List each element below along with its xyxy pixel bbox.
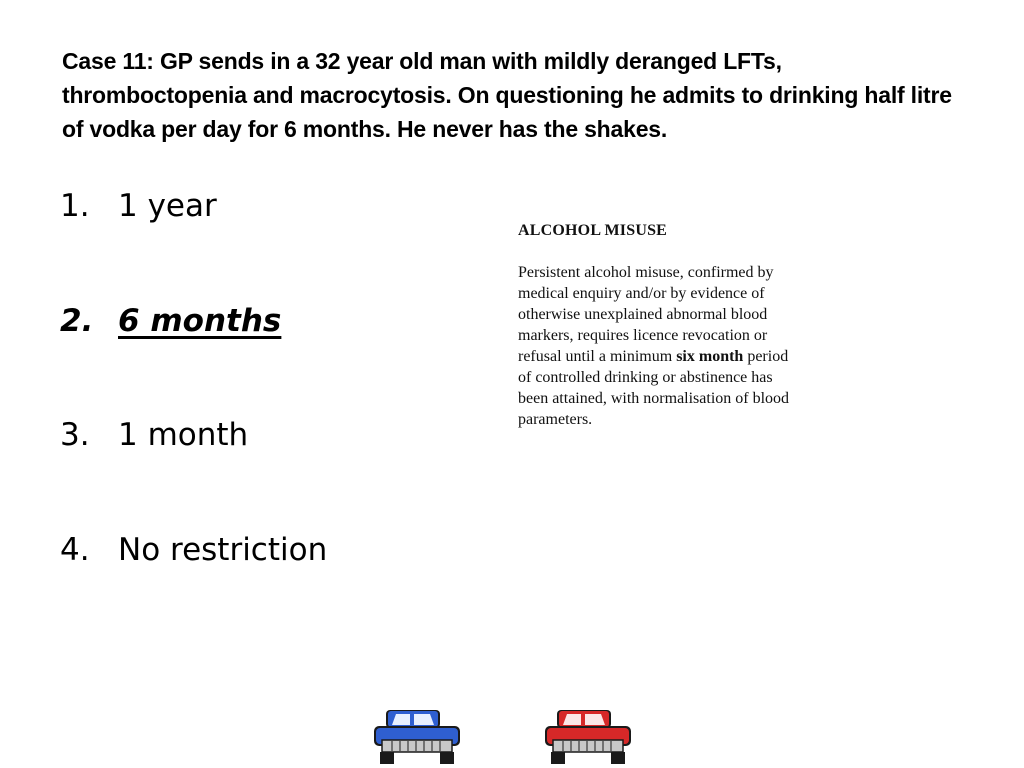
excerpt-text-after: period of controlled drinking or abstinence has been attained, with normalisation of blood parameters.	[518, 348, 790, 428]
option-number: 2.	[60, 302, 94, 339]
slide-title: Case 11: GP sends in a 32 year old man with mildly deranged LFTs, thromboctopenia and macrocytosis. On questioning he admits to drinking half litre of vodka per day for 6 months. He never has the shakes.	[62, 48, 952, 142]
option-3[interactable]	[60, 417, 327, 532]
excerpt-body	[518, 262, 798, 430]
guideline-excerpt	[518, 220, 798, 430]
option-number: 4.	[60, 531, 90, 568]
car-wheel	[551, 752, 565, 764]
option-number: 1.	[60, 188, 90, 224]
car-wheel	[611, 752, 625, 764]
option-number: 3.	[60, 417, 90, 453]
option-1[interactable]	[60, 188, 327, 303]
option-2-selected[interactable]	[60, 303, 327, 418]
excerpt-emphasis: six month	[676, 348, 744, 365]
car-icon	[372, 706, 462, 766]
option-label: 1 year	[118, 188, 217, 224]
car-wheel	[440, 752, 454, 764]
option-label: 6 months	[118, 302, 282, 339]
answer-options	[60, 188, 327, 646]
option-label: 1 month	[118, 417, 249, 453]
option-4[interactable]	[60, 532, 327, 647]
car-wheel	[380, 752, 394, 764]
excerpt-heading: ALCOHOL MISUSE	[518, 222, 668, 239]
excerpt-text-before: Persistent alcohol misuse, confirmed by medical enquiry and/or by evidence of otherwise unexplained abnormal blood markers, requires licence revocation or refusal until a minimum	[518, 264, 774, 365]
option-label: No restriction	[118, 531, 328, 568]
car-icon	[543, 706, 633, 766]
excerpt-paragraph	[518, 262, 798, 430]
